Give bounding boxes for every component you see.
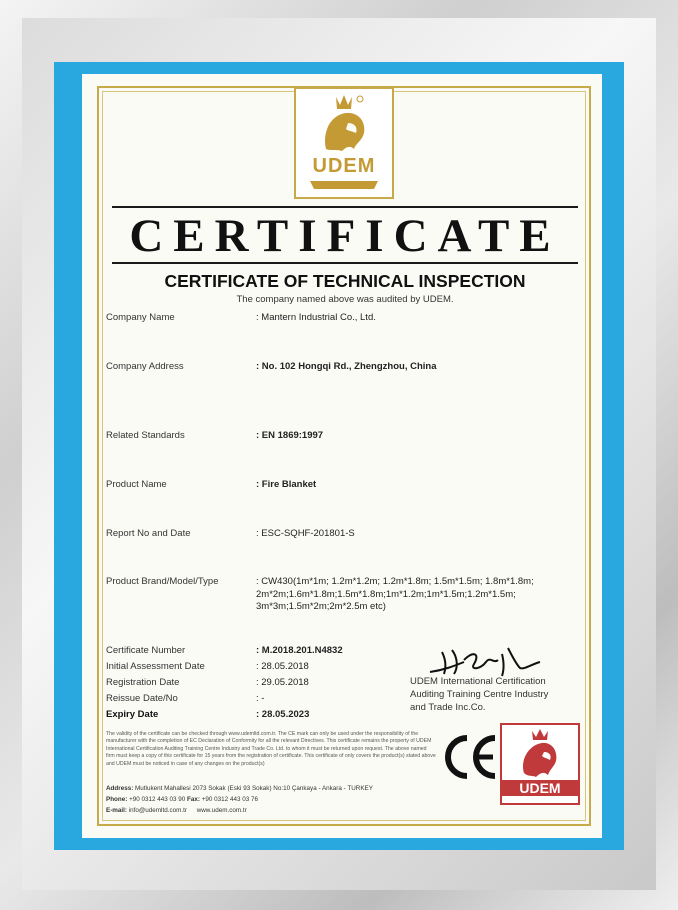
signer-line: Auditing Training Centre Industry [410, 689, 549, 700]
phone-label: Phone: [106, 796, 128, 803]
fine-print: The validity of the certificate can be checked through www.udemltd.com.tr. The CE mark can only be used under the responsibility of the manufacturer with the completion of EC Declaration of Conformity for all the relevant Directives. This certificate remains the property of UDEM International Certification Auditing Training Centre Industry and Trade Co. Ltd. to whom it must be returned upon request. The above named firm must keep a copy of this certificate for 15 years from the registration of certificate. This certificate of only covers the product(s) stated above and UDEM must be noticed in case of any changes on the product(s) [106, 731, 436, 767]
signer-line: UDEM International Certification [410, 676, 546, 687]
lion-crown-logo-icon [296, 89, 392, 197]
related-standards-value: : EN 1869:1997 [256, 430, 324, 441]
signature-icon [424, 640, 554, 680]
company-address-label: Company Address [106, 361, 184, 372]
udem-seal-text: UDEM [502, 780, 578, 796]
udem-seal [500, 723, 580, 805]
signer-block [410, 675, 570, 714]
expiry-value: : 28.05.2023 [256, 709, 310, 720]
address-label: Address: [106, 785, 134, 792]
reissue-label: Reissue Date/No [106, 693, 178, 704]
product-name-value: : Fire Blanket [256, 479, 317, 490]
initial-assessment-label: Initial Assessment Date [106, 661, 205, 672]
product-brand-label: Product Brand/Model/Type [106, 576, 219, 587]
title-rule-top [112, 206, 578, 208]
contact-phone [106, 796, 258, 803]
product-name-label: Product Name [106, 479, 167, 490]
company-address-value: : No. 102 Hongqi Rd., Zhengzhou, China [256, 361, 437, 372]
product-brand-line: 3m*3m;1.5m*2m;2m*2.5m etc) [256, 601, 386, 612]
report-label: Report No and Date [106, 528, 191, 539]
lion-crown-seal-icon [502, 725, 578, 781]
logo-text: UDEM [312, 155, 376, 177]
audited-note: The company named above was audited by UDEM. [236, 294, 454, 305]
web-value: www.udem.com.tr [196, 807, 247, 814]
registration-value: : 29.05.2018 [256, 677, 309, 688]
contact-address [106, 785, 373, 792]
phone-value: +90 0312 443 03 90 [129, 796, 186, 803]
related-standards-label: Related Standards [106, 430, 185, 441]
contact-email [106, 807, 247, 814]
certificate-number-value: : M.2018.201.N4832 [256, 645, 343, 656]
email-value: info@udemltd.com.tr [128, 807, 187, 814]
reissue-value: : - [256, 693, 265, 704]
certificate-number-label: Certificate Number [106, 645, 186, 656]
company-name-value: : Mantern Industrial Co., Ltd. [256, 312, 376, 323]
company-name-label: Company Name [106, 312, 175, 323]
registration-label: Registration Date [106, 677, 180, 688]
address-value: Mutlukent Mahallesi 2073 Sokak (Eski 93 Sokak) No:10 Çankaya - Ankara - TURKEY [135, 785, 373, 792]
report-value: : ESC-SQHF-201801-S [256, 528, 355, 539]
initial-assessment-value: : 28.05.2018 [256, 661, 309, 672]
ce-mark-icon [441, 732, 499, 782]
email-label: E-mail: [106, 807, 127, 814]
certificate-title: CERTIFICATE [129, 210, 561, 262]
signer-line: and Trade Inc.Co. [410, 702, 486, 713]
fax-value: +90 0312 443 03 76 [201, 796, 258, 803]
product-brand-line: : CW430(1m*1m; 1.2m*1.2m; 1.2m*1.8m; 1.5m*1.5m; 1.8m*1.8m; [256, 576, 534, 587]
udem-logo [294, 87, 394, 199]
product-brand-line: 2m*2m;1.6m*1.8m;1.5m*1.8m;1m*1.2m;1m*1.5m;1.2m*1.5m; [256, 588, 516, 600]
fax-label: Fax: [187, 796, 200, 803]
product-brand-value [256, 576, 576, 614]
title-rule-bottom [112, 262, 578, 264]
certificate-subtitle: CERTIFICATE OF TECHNICAL INSPECTION [164, 271, 526, 291]
expiry-label: Expiry Date [106, 709, 159, 720]
